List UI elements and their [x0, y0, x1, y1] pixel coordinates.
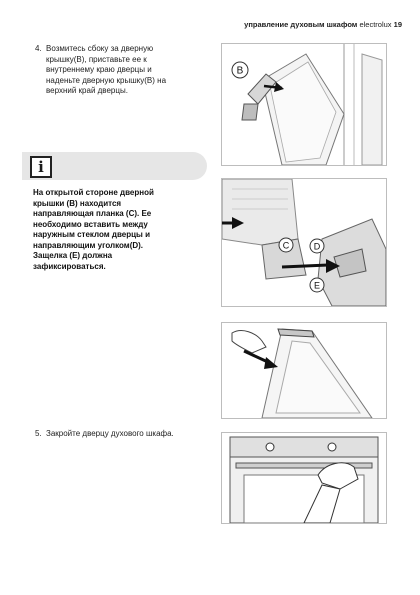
- callout-e: E: [313, 280, 321, 291]
- step-5-number: 5.: [35, 429, 42, 438]
- figure-2-drawing: [222, 179, 386, 306]
- callout-c: C: [282, 240, 290, 251]
- step-5-text: Закройте дверцу духового шкафа.: [46, 429, 174, 438]
- step-5: [35, 429, 210, 441]
- header-brand: electrolux: [359, 20, 392, 29]
- step-4-text: Возмитесь сбоку за дверную крышку(B), приставьте ее к внутреннему краю дверцы и наденьте дверную крышку(B) на верхний край дверцы.: [46, 44, 167, 95]
- callout-d: D: [313, 241, 321, 252]
- info-icon: i: [30, 156, 52, 178]
- figure-guide-rail-detail: [221, 178, 387, 307]
- figure-close-oven-door: [221, 432, 387, 524]
- figure-3-drawing: [222, 323, 386, 418]
- header-title: управление духовым шкафом: [244, 20, 358, 29]
- figure-press-cover: [221, 322, 387, 419]
- page-header: [244, 20, 402, 29]
- figure-4-drawing: [222, 433, 386, 523]
- step-4-number: 4.: [35, 44, 42, 53]
- figure-1-drawing: [222, 44, 386, 165]
- callout-b: B: [236, 65, 244, 77]
- note-text: На открытой стороне дверной крышки (B) находится направляющая планка (C). Ее необходимо вставить между наружным стеклом дверцы и направляющим уголком(D). Защелка (E) должна зафиксироваться.: [33, 188, 154, 271]
- figure-door-cover-attach: [221, 43, 387, 166]
- page-number: 19: [393, 20, 402, 29]
- step-4: [35, 44, 210, 104]
